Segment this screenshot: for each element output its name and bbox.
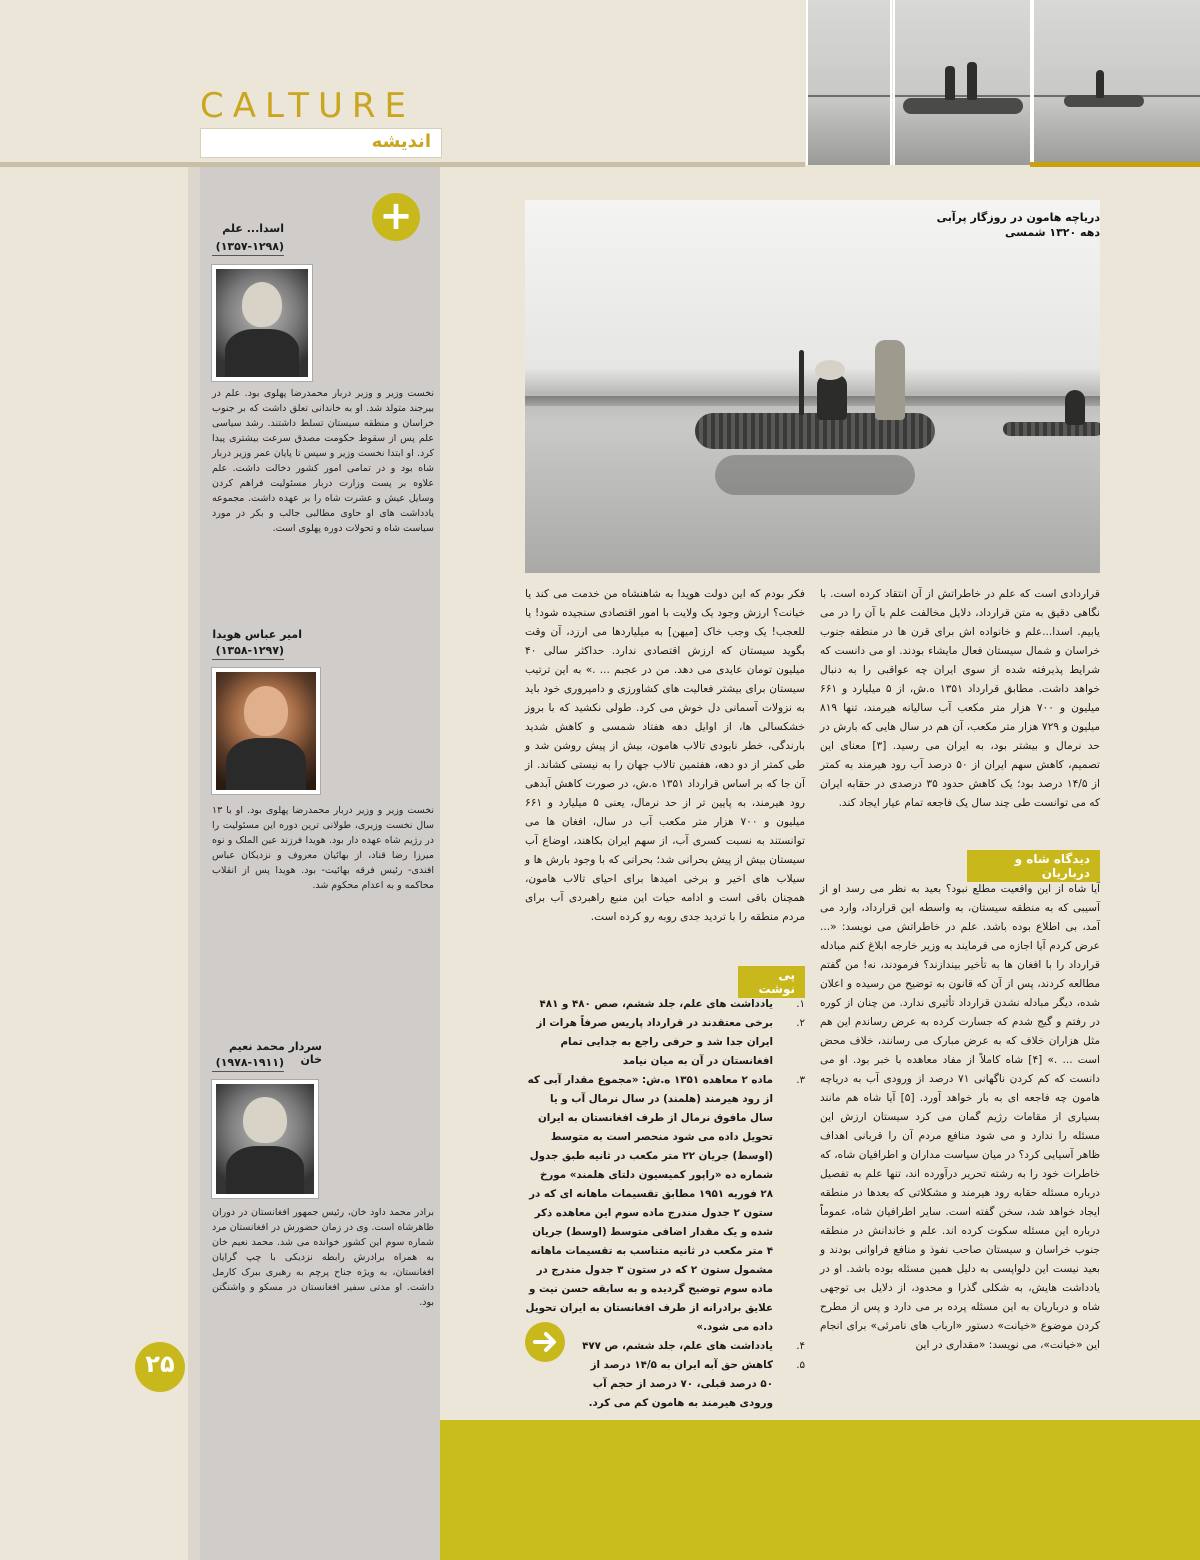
sidebar-stripe — [188, 167, 200, 1560]
person-bio: نخست وزیر و وزیر دربار محمدرضا پهلوی بود. علم در بیرجند متولد شد. او به خاندانی تعلق داشت که بر جنوب خراسان و منطقه سیستان تسلط داشتند. رشد سیاسی علم پس از سقوط حکومت مصدق سرعت بیشتری پیدا کرد. او ابتدا نخست وزیر و سپس تا پایان عمر وزیر دربار شاه بود و در تمامی امور کشور دخالت داشت. علم علاوه بر پست وزارت دربار مسئولیت فراهم کردن وسایل عیش و عشرت شاه را بر عهده داشت. مجموعه یادداشت های او حاوی مطالبی جالب و بکر در مورد سیاست شاه و تحولات دوره پهلوی است. — [212, 388, 434, 534]
photo-caption-line: دریاچه هامون در روزگار پرآبی — [936, 211, 1100, 224]
notes-heading: پی نوشت — [738, 966, 805, 998]
photo-caption-line: دهه ۱۳۲۰ شمسی — [1005, 226, 1100, 239]
footnotes-list — [525, 995, 805, 1413]
page-number-badge: ۲۵ — [135, 1342, 185, 1392]
article-right-column-body — [820, 880, 1100, 1355]
footnote-number: ۵. — [796, 1359, 805, 1371]
footnote-number: ۱. — [796, 998, 805, 1010]
plus-icon: + — [372, 193, 420, 241]
footnote-item — [525, 1014, 805, 1071]
footnote-text: ماده ۲ معاهده ۱۳۵۱ ه.ش: «مجموع مقدار آبی که از رود هیرمند (هلمند) در سال نرمال آب و یا سال مافوق نرمال از طرف افغانستان به ایران تحویل داده می شود منحصر است به متوسط (اوسط) جریان ۲۲ متر مکعب در ثانیه طبق جدول شماره ده «راپور کمیسیون دلتای هلمند» مورخ ۲۸ فوریه ۱۹۵۱ مطابق تقسیمات ماهانه ای که در ستون ۲ جدول مندرج ماده سوم این معاهده ذکر شده و یک مقدار اضافی متوسط (اوسط) جریان ۴ متر مکعب در ثانیه متناسب به تقسیمات ماهانه مشمول ستون ۲ که در ستون ۳ جدول مندرج در ماده سوم توضیح گردیده و به سابقه حسن نیت و علایق برادرانه از طرف افغانستان به ایران تحویل داده می شود.» — [525, 1074, 773, 1333]
main-photo — [525, 200, 1100, 573]
person-dates: (۱۳۵۷-۱۲۹۸) — [212, 240, 284, 256]
footnote-item — [525, 1071, 805, 1337]
person-dates: (۱۹۷۸-۱۹۱۱) — [212, 1056, 284, 1072]
article-right-column — [820, 585, 1100, 813]
arrow-right-icon[interactable] — [525, 1322, 565, 1362]
portrait-photo — [212, 1080, 318, 1198]
header-photo-strip-1 — [806, 0, 892, 165]
person-name: اسدا... علم — [222, 222, 284, 235]
person-dates: (۱۳۵۸-۱۲۹۷) — [212, 644, 284, 660]
portrait-photo — [212, 668, 320, 794]
photo-caption — [880, 210, 1100, 240]
footnote-item — [525, 1356, 805, 1413]
section-label-box — [200, 128, 442, 158]
footnote-number: ۴. — [796, 1340, 805, 1352]
brand-title: CALTURE — [200, 86, 416, 126]
portrait-photo — [212, 265, 312, 381]
person-name: امیر عباس هویدا — [212, 628, 302, 641]
footnote-item — [525, 995, 805, 1014]
footnote-item — [525, 1337, 805, 1356]
person-bio: نخست وزیر و وزیر دربار محمدرضا پهلوی بود. او با ۱۳ سال نخست وزیری، طولانی ترین دوره این مسئولیت را در رژیم شاه عهده دار بود. هویدا فرزند عین الملک و نوه میرزا رضا قناد، از بهائیان معروف و نزدیکان عباس افندی- رئیس فرقه بهائیت- بود. هویدا پس از انقلاب محاکمه و به اعدام محکوم شد. — [212, 805, 434, 891]
header-rule-accent — [1030, 162, 1200, 167]
footnote-number: ۲. — [796, 1017, 805, 1029]
section-heading: دیدگاه شاه و درباریان — [967, 850, 1100, 882]
article-left-column — [525, 585, 805, 927]
person-bio: برادر محمد داود خان، رئیس جمهور افغانستان در دوران ظاهرشاه است. وی در زمان حضورش در افغانستان مرد شماره سوم این کشور خوانده می شد. محمد نعیم خان به همراه برادرش رابطه نزدیکی با چپ گرایان افغانستان، به ویژه جناح پرچم به رهبری ببرک کارمل داشت. او مدتی سفیر افغانستان در مسکو و واشنگتن بود. — [212, 1207, 434, 1308]
header-photo-strip-3 — [1032, 0, 1200, 165]
section-label: اندیشه — [371, 131, 431, 152]
bottom-accent-band — [440, 1420, 1200, 1560]
footnote-number: ۳. — [796, 1074, 805, 1086]
article-paragraph: قراردادی است که علم در خاطراتش از آن انتقاد کرده است. با نگاهی دقیق به متن قرارداد، دلایل مخالفت علم با آن را در می یابیم. اسدا...علم و خانواده اش برای قرن ها در منطقه جنوب خراسان و شمال سیستان فعال مایشاء بودند. او می دانست که شرایط پذیرفته شده از سوی ایران چه عواقبی را به دنبال خواهد داشت. مطابق قرارداد ۱۳۵۱ ه.ش، از ۵ میلیارد و ۶۶۱ میلیون و ۷۰۰ هزار متر مکعب آب سالیانه هیرمند، تنها ۸۱۹ میلیون و ۷۲۹ هزار متر مکعب، آن هم در سال هایی که بارش در حد نرمال و بیشتر بود، به ایران می رسید. [۳] معنای این تصمیم، کاهش سهم ایران از ۵۰ درصد آب رود هیرمند به کمتر از ۱۴/۵ درصد بود؛ یک کاهش حدود ۳۵ درصدی در حقابه ایران که می توانست طی چند سال یک فاجعه تمام عیار ایجاد کند. — [820, 588, 1101, 809]
footnote-text: برخی معتقدند در قرارداد پاریس صرفاً هرات از ایران جدا شد و حرفی راجع به جدایی تمام افغانستان در آن به میان نیامد — [536, 1017, 773, 1067]
footnote-text: یادداشت های علم، جلد ششم، صص ۴۸۰ و ۴۸۱ — [539, 998, 773, 1010]
header-photo-strip-2 — [893, 0, 1032, 165]
footnote-text: کاهش حق آبه ایران به ۱۴/۵ درصد از ۵۰ درصد قبلی، ۷۰ درصد از حجم آب ورودی هیرمند به هامون کم می کرد. — [588, 1359, 773, 1409]
article-paragraph: آیا شاه از این واقعیت مطلع نبود؟ بعید به نظر می رسد او از آسیبی که به منطقه سیستان، به واسطه این قرارداد، وارد می آمد، بی اطلاع بوده باشد. علم در خاطراتش می نویسد: «... عرض کردم آیا اجازه می فرمایند به وزیر خارجه ابلاغ کنم مبادله قرارداد را با افغان ها به تأخیر بیندازند؟ فرمودند، نه! من گفتم مطالعه کردند، پس از آن که قانون به توضیح من رسیده و اعلان شده، دیگر مبادله نشدن قرارداد تأثیری ندارد. من چنان از کوره در رفتم و گیج شدم که جسارت کرده به عرض رساندم این هم مثل هزاران خلاف که به عرض مبارک می رسانند، خلاف محض است ... .» [۴] شاه کاملاً از مفاد معاهده با خبر بود. او می دانست که کم کردن ناگهانی ۷۱ درصد از ورودی آب به دریاچه هامون چه فاجعه ای به بار خواهد آورد. [۵] آیا شاه هم مانند بسیاری از مقامات رژیم گمان می کرد سیستان ارزش این مسئله را ندارد و می شود منافع مردم آن را قربانی اهداف ظاهر آسیایی کرد؟ در میان سیاست مداران و اطرافیان شاه، که خاطرات خود را به رشته تحریر درآورده اند، تنها علم به تفصیل درباره مسئله حقابه رود هیرمند و مشکلاتی که بعدها در منطقه ایجاد خواهد شد، سخن گفته است. سایر اطرافیان شاه، عموماً درباره این مسئله سکوت کرده اند. علم و خاندانش در منطقه جنوب خراسان و سیستان صاحب نفوذ و منافع فراوانی بودند و بعید نیست این دلواپسی به دلیل همین مسئله بوده باشد. او در یادداشت هایش، به شکلی گذرا و محدود، از دلایل بی توجهی شاه و درباریان به این مسئله پرده بر می دارد و پس از مطرح کردن موضوع «خیانت» دستور «ارباب های نامرئی» برای انجام این «خیانت»، می نویسد: «مقداری در این — [820, 883, 1100, 1351]
person-name: سردار محمد نعیم خان — [229, 1040, 322, 1066]
footnote-text: یادداشت های علم، جلد ششم، ص ۴۷۷ — [582, 1340, 773, 1352]
article-paragraph: فکر بودم که این دولت هویدا به شاهنشاه من خدمت می کند یا خیانت؟ ارزش وجود یک ولایت با امور اقتصادی سنجیده شود! یا للعجب! یک وجب خاک [میهن] به میلیاردها می ارزد، آن وقت بگوید سیستان که ارزش اقتصادی ندارد. حداکثر سالی ۴۰ میلیون تومان عایدی می دهد. من در عجبم ... .» به این ترتیب سیستان برای بیشتر فعالیت های کشاورزی و دامپروری خود باید به نزولات آسمانی دل خوش می کرد. طولی نکشید که با بروز خشکسالی ها، از اوایل دهه هفتاد شمسی و کاهش شدید بارندگی، خطر نابودی تالاب هامون، بیش از پیش روشن شد و طی کمتر از دو دهه، هفتمین تالاب جهان را به نیستی کشاند. از آن جا که بر اساس قرارداد ۱۳۵۱ ه.ش، در صورت کاهش آبدهی رود هیرمند، به پایین تر از حد نرمال، یعنی ۵ میلیارد و ۶۶۱ میلیون و ۷۰۰ هزار متر مکعب آب در سال، افغان ها می توانستند به نسبت کسری آب، از سهم ایران بکاهند، اوضاع آب سیستان بیش از پیش بحرانی شد؛ بحرانی که با وجود بارش ها و سیلاب های اخیر و برخی امیدها برای احیای تالاب هامون، همچنان باقی است و ادامه حیات این منبع راهبردی آب برای مردم منطقه را با تردید جدی روبه رو کرده است. — [525, 588, 806, 923]
